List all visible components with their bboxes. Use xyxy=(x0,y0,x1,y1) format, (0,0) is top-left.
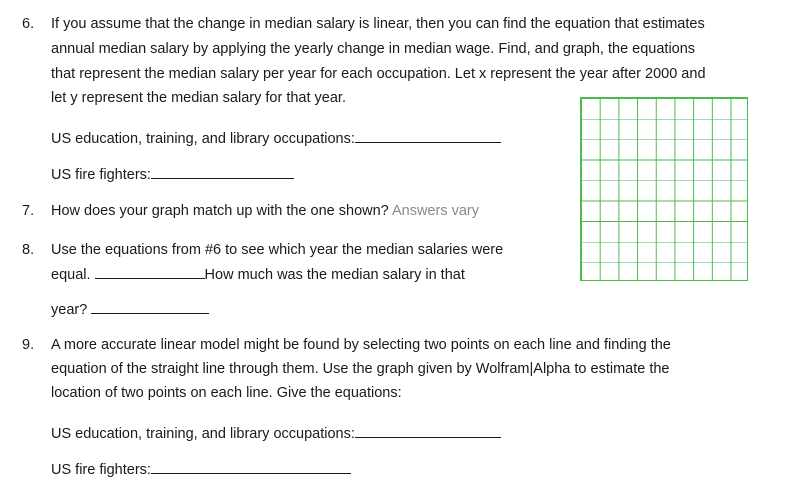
q6-education-answer-blank[interactable] xyxy=(355,129,501,143)
q6-line-3: that represent the median salary per year for each occupation. Let x represent the year after 2000 and xyxy=(51,66,706,82)
q9-fire-answer-blank[interactable] xyxy=(151,460,351,474)
q9-education-row xyxy=(51,424,501,443)
q9-fire-row xyxy=(51,460,351,479)
q8-line-2 xyxy=(51,265,465,284)
q6-line-2: annual median salary by applying the yearly change in median wage. Find, and graph, the equations xyxy=(51,41,696,57)
q8-equal-label: equal. xyxy=(51,267,91,283)
q7-text: How does your graph match up with the one shown? xyxy=(51,203,389,219)
q6-number: 6. xyxy=(22,16,35,32)
q6-fire-answer-blank[interactable] xyxy=(151,165,294,179)
q6-line-4: let y represent the median salary for that year. xyxy=(51,90,346,106)
q6-education-label: US education, training, and library occupations: xyxy=(51,131,355,147)
q9-fire-label: US fire fighters: xyxy=(51,462,151,478)
q9-education-label: US education, training, and library occupations: xyxy=(51,426,355,442)
q7-row xyxy=(51,202,479,220)
q8-line-3 xyxy=(51,300,209,319)
q8-number: 8. xyxy=(22,242,35,258)
q9-number: 9. xyxy=(22,337,35,353)
q8-salary-answer-blank[interactable] xyxy=(91,300,209,314)
q8-year-answer-blank[interactable] xyxy=(95,265,205,279)
q9-line-2: equation of the straight line through them. Use the graph given by Wolfram|Alpha to estimate the xyxy=(51,361,670,377)
q6-line-1: If you assume that the change in median salary is linear, then you can find the equation that estimates xyxy=(51,16,705,32)
q6-fire-label: US fire fighters: xyxy=(51,167,151,183)
q6-education-row xyxy=(51,129,501,148)
q8-year-label: year? xyxy=(51,302,88,318)
q8-salary-question: How much was the median salary in that xyxy=(204,267,465,283)
q9-line-3: location of two points on each line. Give the equations: xyxy=(51,385,402,401)
q9-education-answer-blank[interactable] xyxy=(355,424,501,438)
q7-answer: Answers vary xyxy=(391,203,479,219)
graph-grid[interactable] xyxy=(580,97,748,281)
q8-line-1: Use the equations from #6 to see which year the median salaries were xyxy=(51,242,504,258)
q9-line-1: A more accurate linear model might be found by selecting two points on each line and finding the xyxy=(51,337,671,353)
q7-number: 7. xyxy=(22,203,35,219)
q6-fire-row xyxy=(51,165,294,184)
